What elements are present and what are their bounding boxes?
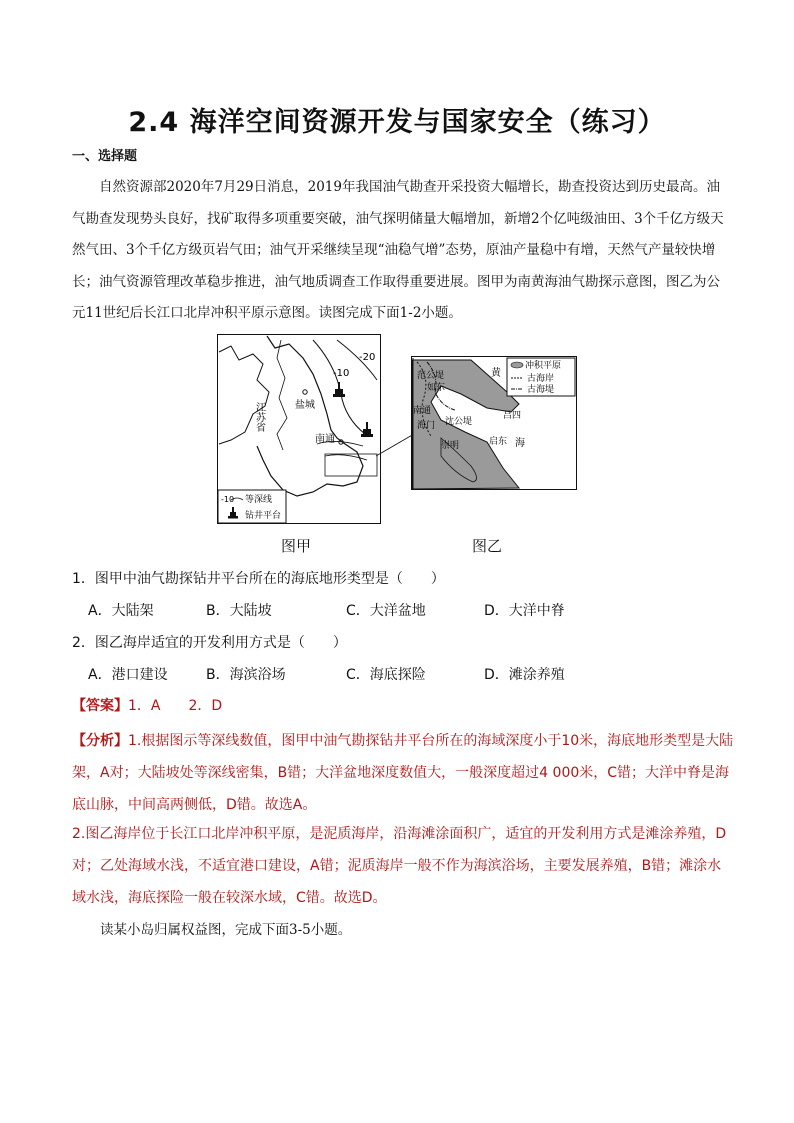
- figure-a-caption: 图甲: [281, 537, 312, 555]
- option-c[interactable]: C．大洋盆地: [346, 603, 426, 619]
- answer: [72, 695, 222, 715]
- question-1-options: [88, 600, 565, 620]
- label-qidong: 启东: [489, 437, 508, 447]
- label-province: 江苏省: [253, 402, 265, 432]
- legend-old-coast: 古海岸: [527, 374, 555, 384]
- section-heading: 一、选择题: [72, 149, 138, 164]
- option-a[interactable]: A．大陆架: [88, 603, 154, 619]
- label-shengongdi: 沈公堤: [445, 417, 473, 427]
- label-hai: 海: [515, 438, 525, 449]
- analysis-paragraph-1: [72, 725, 734, 821]
- option-d[interactable]: D．大洋中脊: [484, 603, 565, 619]
- label-lusi: 吕四: [503, 411, 522, 421]
- legend-contour: 等深线: [245, 495, 273, 505]
- question-2-options: [88, 664, 565, 684]
- analysis-tag: 【分析】: [72, 733, 128, 749]
- question-2: 2．图乙海岸适宜的开发利用方式是（ ）: [72, 635, 347, 651]
- label-nantong: 南通: [315, 434, 335, 445]
- label-haimen: 海门: [417, 421, 436, 431]
- answer-text: 1．A 2．D: [128, 698, 223, 714]
- option-a[interactable]: A．港口建设: [88, 667, 168, 683]
- intro-paragraph: 自然资源部2020年7月29日消息，2019年我国油气勘查开采投资大幅增长，勘查投资达到历史最高。油气勘查发现势头良好，找矿取得多项重要突破，油气探明储量大幅增加，新增2个亿吨级油田、3个千亿方级天然气田、3个千亿方级页岩气田；油气开采继续呈现“油稳气增”态势，原油产量稳中有增，天然气产量较快增长；油气资源管理改革稳步推进，油气地质调查工作取得重要进展。图甲为南黄海油气勘探示意图，图乙为公元11世纪后长江口北岸冲积平原示意图。读图完成下面1-2小题。: [72, 179, 724, 321]
- page-title: 2.4 海洋空间资源开发与国家安全（练习）: [128, 107, 666, 138]
- legend-plain: 冲积平原: [525, 361, 562, 371]
- label-contour-20: -20: [359, 352, 376, 363]
- option-b[interactable]: B．海滨浴场: [206, 667, 286, 683]
- label-rudong: 如东: [427, 383, 446, 393]
- label-fangongdi: 范公堤: [417, 371, 445, 381]
- answer-tag: 【答案】: [72, 698, 128, 714]
- legend-old-dike: 古海堤: [527, 385, 555, 395]
- label-huang: 黄: [491, 368, 501, 379]
- option-c[interactable]: C．海底探险: [346, 667, 426, 683]
- label-nantong: 南通: [413, 406, 432, 416]
- label-yancheng: 盐城: [295, 400, 315, 411]
- legend-platform: 钻井平台: [245, 511, 282, 521]
- figure-b-map: [411, 356, 577, 490]
- analysis-text-1: 1.根据图示等深线数值，图甲中油气勘探钻井平台所在的海域深度小于10米，海底地形类型是大陆架，A对；大陆坡处等深线密集，B错；大洋盆地深度数值大，一般深度超过4 000米，C错；大洋中脊是海底山脉，中间高两侧低，D错。故选A。: [72, 733, 734, 813]
- option-b[interactable]: B．大陆坡: [206, 603, 272, 619]
- label-contour-10: -10: [333, 368, 350, 379]
- question-1: 1．图甲中油气勘探钻井平台所在的海底地形类型是（ ）: [72, 571, 445, 587]
- closing-line: 读某小岛归属权益图，完成下面3-5小题。: [100, 922, 352, 938]
- label-chongming: 崇明: [441, 441, 460, 451]
- legend-contour-sample: -10: [221, 495, 235, 504]
- option-d[interactable]: D．滩涂养殖: [484, 667, 565, 683]
- figure-b-caption: 图乙: [472, 537, 503, 555]
- figure-a-map: [217, 334, 381, 524]
- analysis-paragraph-2: 2.图乙海岸位于长江口北岸冲积平原，是泥质海岸，沿海滩涂面积广，适宜的开发利用方式是滩涂养殖，D对；乙处海域水浅，不适宜港口建设，A错；泥质海岸一般不作为海滨浴场，主要发展养殖，B错；滩涂水域水浅，海底探险一般在较深水域，C错。故选D。: [72, 826, 727, 906]
